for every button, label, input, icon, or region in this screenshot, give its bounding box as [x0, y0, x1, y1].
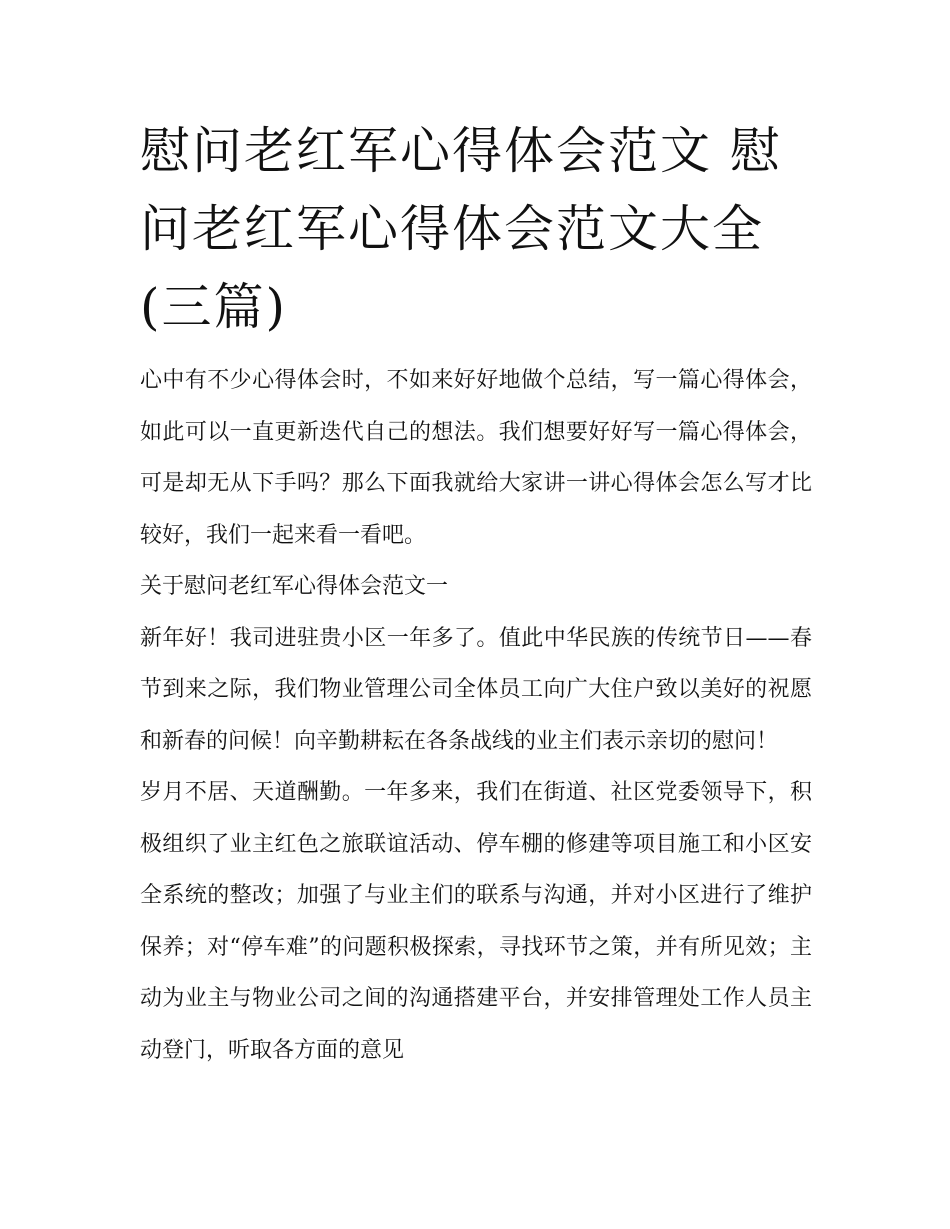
body-paragraph: 新年好！我司进驻贵小区一年多了。值此中华民族的传统节日——春节到来之际，我们物业管理公司全体员工向广大住户致以美好的祝愿和新春的问候！向辛勤耕耘在各条战线的业主们表示亲切的慰问！	[140, 625, 812, 754]
document-title: 慰问老红军心得体会范文 慰问老红军心得体会范文大全(三篇)	[140, 122, 782, 336]
section-heading: 关于慰问老红军心得体会范文一	[140, 574, 449, 599]
intro-paragraph: 心中有不少心得体会时，不如来好好地做个总结，写一篇心得体会，如此可以一直更新迭代自己的想法。我们想要好好写一篇心得体会，可是却无从下手吗？那么下面我就给大家讲一讲心得体会怎么写才比较好，我们一起来看一看吧。	[140, 368, 812, 548]
body-paragraph: 岁月不居、天道酬勤。一年多来，我们在街道、社区党委领导下，积极组织了业主红色之旅联谊活动、停车棚的修建等项目施工和小区安全系统的整改；加强了与业主们的联系与沟通，并对小区进行了维护保养；对“停车难”的问题积极探索，寻找环节之策，并有所见效；主动为业主与物业公司之间的沟通搭建平台，并安排管理处工作人员主动登门，听取各方面的意见	[140, 780, 812, 1063]
document-body	[140, 355, 812, 1076]
